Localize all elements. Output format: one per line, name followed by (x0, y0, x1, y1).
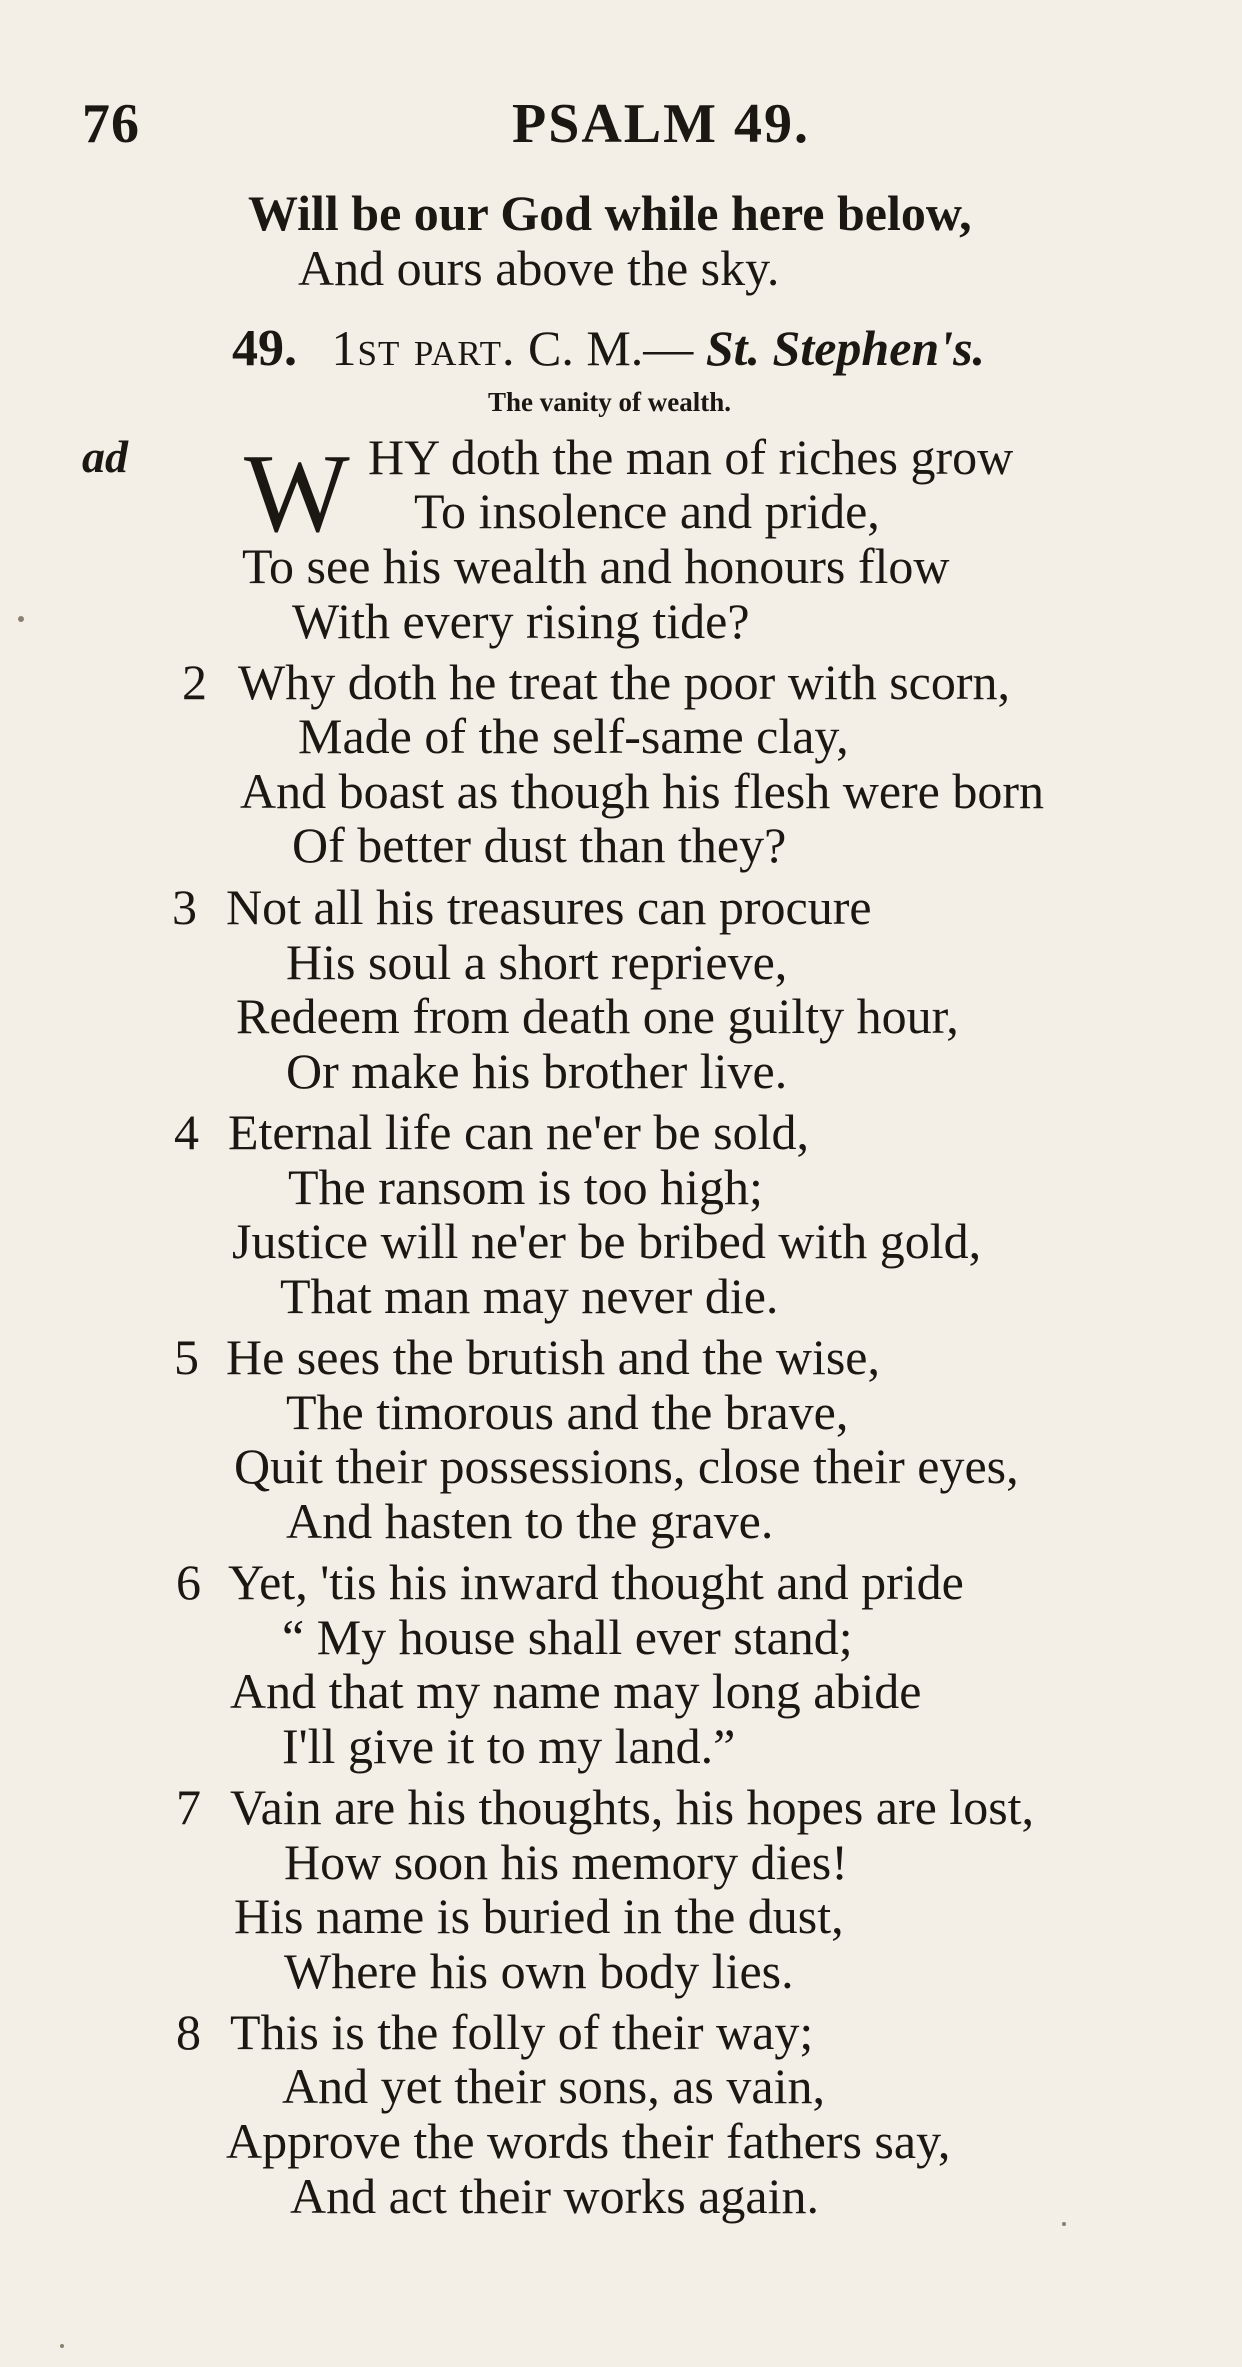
drop-cap: W (244, 432, 350, 556)
hymn-heading (232, 320, 986, 377)
previous-ending-line-1: Will be our God while here below, (248, 185, 972, 241)
stanza-8-number: 8 (176, 2004, 201, 2060)
margin-note: ad (82, 431, 128, 482)
stanza-8-line-3: Approve the words their fathers say, (226, 2113, 951, 2169)
stanza-4-line-3: Justice will ne'er be bribed with gold, (232, 1213, 982, 1269)
stanza-4-line-2: The ransom is too high; (288, 1159, 763, 1215)
hymn-tune: St. Stephen's. (705, 320, 986, 376)
stanza-7-line-2: How soon his memory dies! (284, 1834, 848, 1890)
stanza-8-line-1: This is the folly of their way; (230, 2004, 814, 2060)
stanza-5-line-3: Quit their possessions, close their eyes, (234, 1438, 1019, 1494)
stanza-1-line-1: HY doth the man of riches grow (368, 429, 1014, 485)
stanza-1-line-2: To insolence and pride, (414, 483, 880, 539)
page-number: 76 (82, 93, 140, 155)
stanza-4-line-4: That man may never die. (280, 1268, 779, 1324)
hymn-part: 1st part. (331, 320, 516, 376)
stanza-4-number: 4 (174, 1104, 199, 1160)
stanza-5-line-1: He sees the brutish and the wise, (226, 1329, 881, 1385)
stanza-1-line-3: To see his wealth and honours flow (242, 538, 950, 594)
stanza-2-line-4: Of better dust than they? (292, 817, 787, 873)
stanza-8-line-4: And act their works again. (290, 2168, 820, 2224)
stanza-2-line-2: Made of the self-same clay, (298, 708, 849, 764)
stanza-8-line-2: And yet their sons, as vain, (282, 2058, 825, 2114)
stanza-7-line-4: Where his own body lies. (284, 1943, 794, 1999)
stanza-6-line-1: Yet, 'tis his inward thought and pride (228, 1554, 964, 1610)
stanza-6-number: 6 (176, 1554, 201, 1610)
stanza-5-number: 5 (174, 1329, 199, 1385)
stanza-6-line-2: “ My house shall ever stand; (282, 1609, 853, 1665)
paper-speck (1062, 2222, 1066, 2226)
stanza-3-number: 3 (172, 879, 197, 935)
stanza-3-line-4: Or make his brother live. (286, 1043, 788, 1099)
stanza-3-line-3: Redeem from death one guilty hour, (236, 988, 959, 1044)
stanza-5-line-2: The timorous and the brave, (286, 1384, 849, 1440)
stanza-2-line-3: And boast as though his flesh were born (240, 763, 1045, 819)
paper-speck (18, 616, 24, 622)
stanza-2-line-1: Why doth he treat the poor with scorn, (238, 654, 1011, 710)
stanza-7-line-1: Vain are his thoughts, his hopes are lost, (230, 1779, 1035, 1835)
stanza-6-line-3: And that my name may long abide (230, 1663, 922, 1719)
stanza-3-line-1: Not all his treasures can procure (226, 879, 872, 935)
running-title: PSALM 49. (512, 93, 810, 155)
stanza-5-line-4: And hasten to the grave. (286, 1493, 774, 1549)
stanza-7-line-3: His name is buried in the dust, (234, 1888, 844, 1944)
stanza-2-number: 2 (182, 654, 207, 710)
hymn-number: 49. (232, 320, 297, 377)
stanza-1-line-4: With every rising tide? (292, 593, 750, 649)
previous-ending-line-2: And ours above the sky. (298, 240, 780, 296)
hymn-subtitle: The vanity of wealth. (488, 387, 731, 417)
hymn-meter: C. M.— (528, 320, 694, 376)
stanza-7-number: 7 (176, 1779, 201, 1835)
stanza-6-line-4: I'll give it to my land.” (282, 1718, 736, 1774)
stanza-4-line-1: Eternal life can ne'er be sold, (228, 1104, 809, 1160)
paper-speck (60, 2344, 64, 2348)
stanza-3-line-2: His soul a short reprieve, (286, 934, 788, 990)
